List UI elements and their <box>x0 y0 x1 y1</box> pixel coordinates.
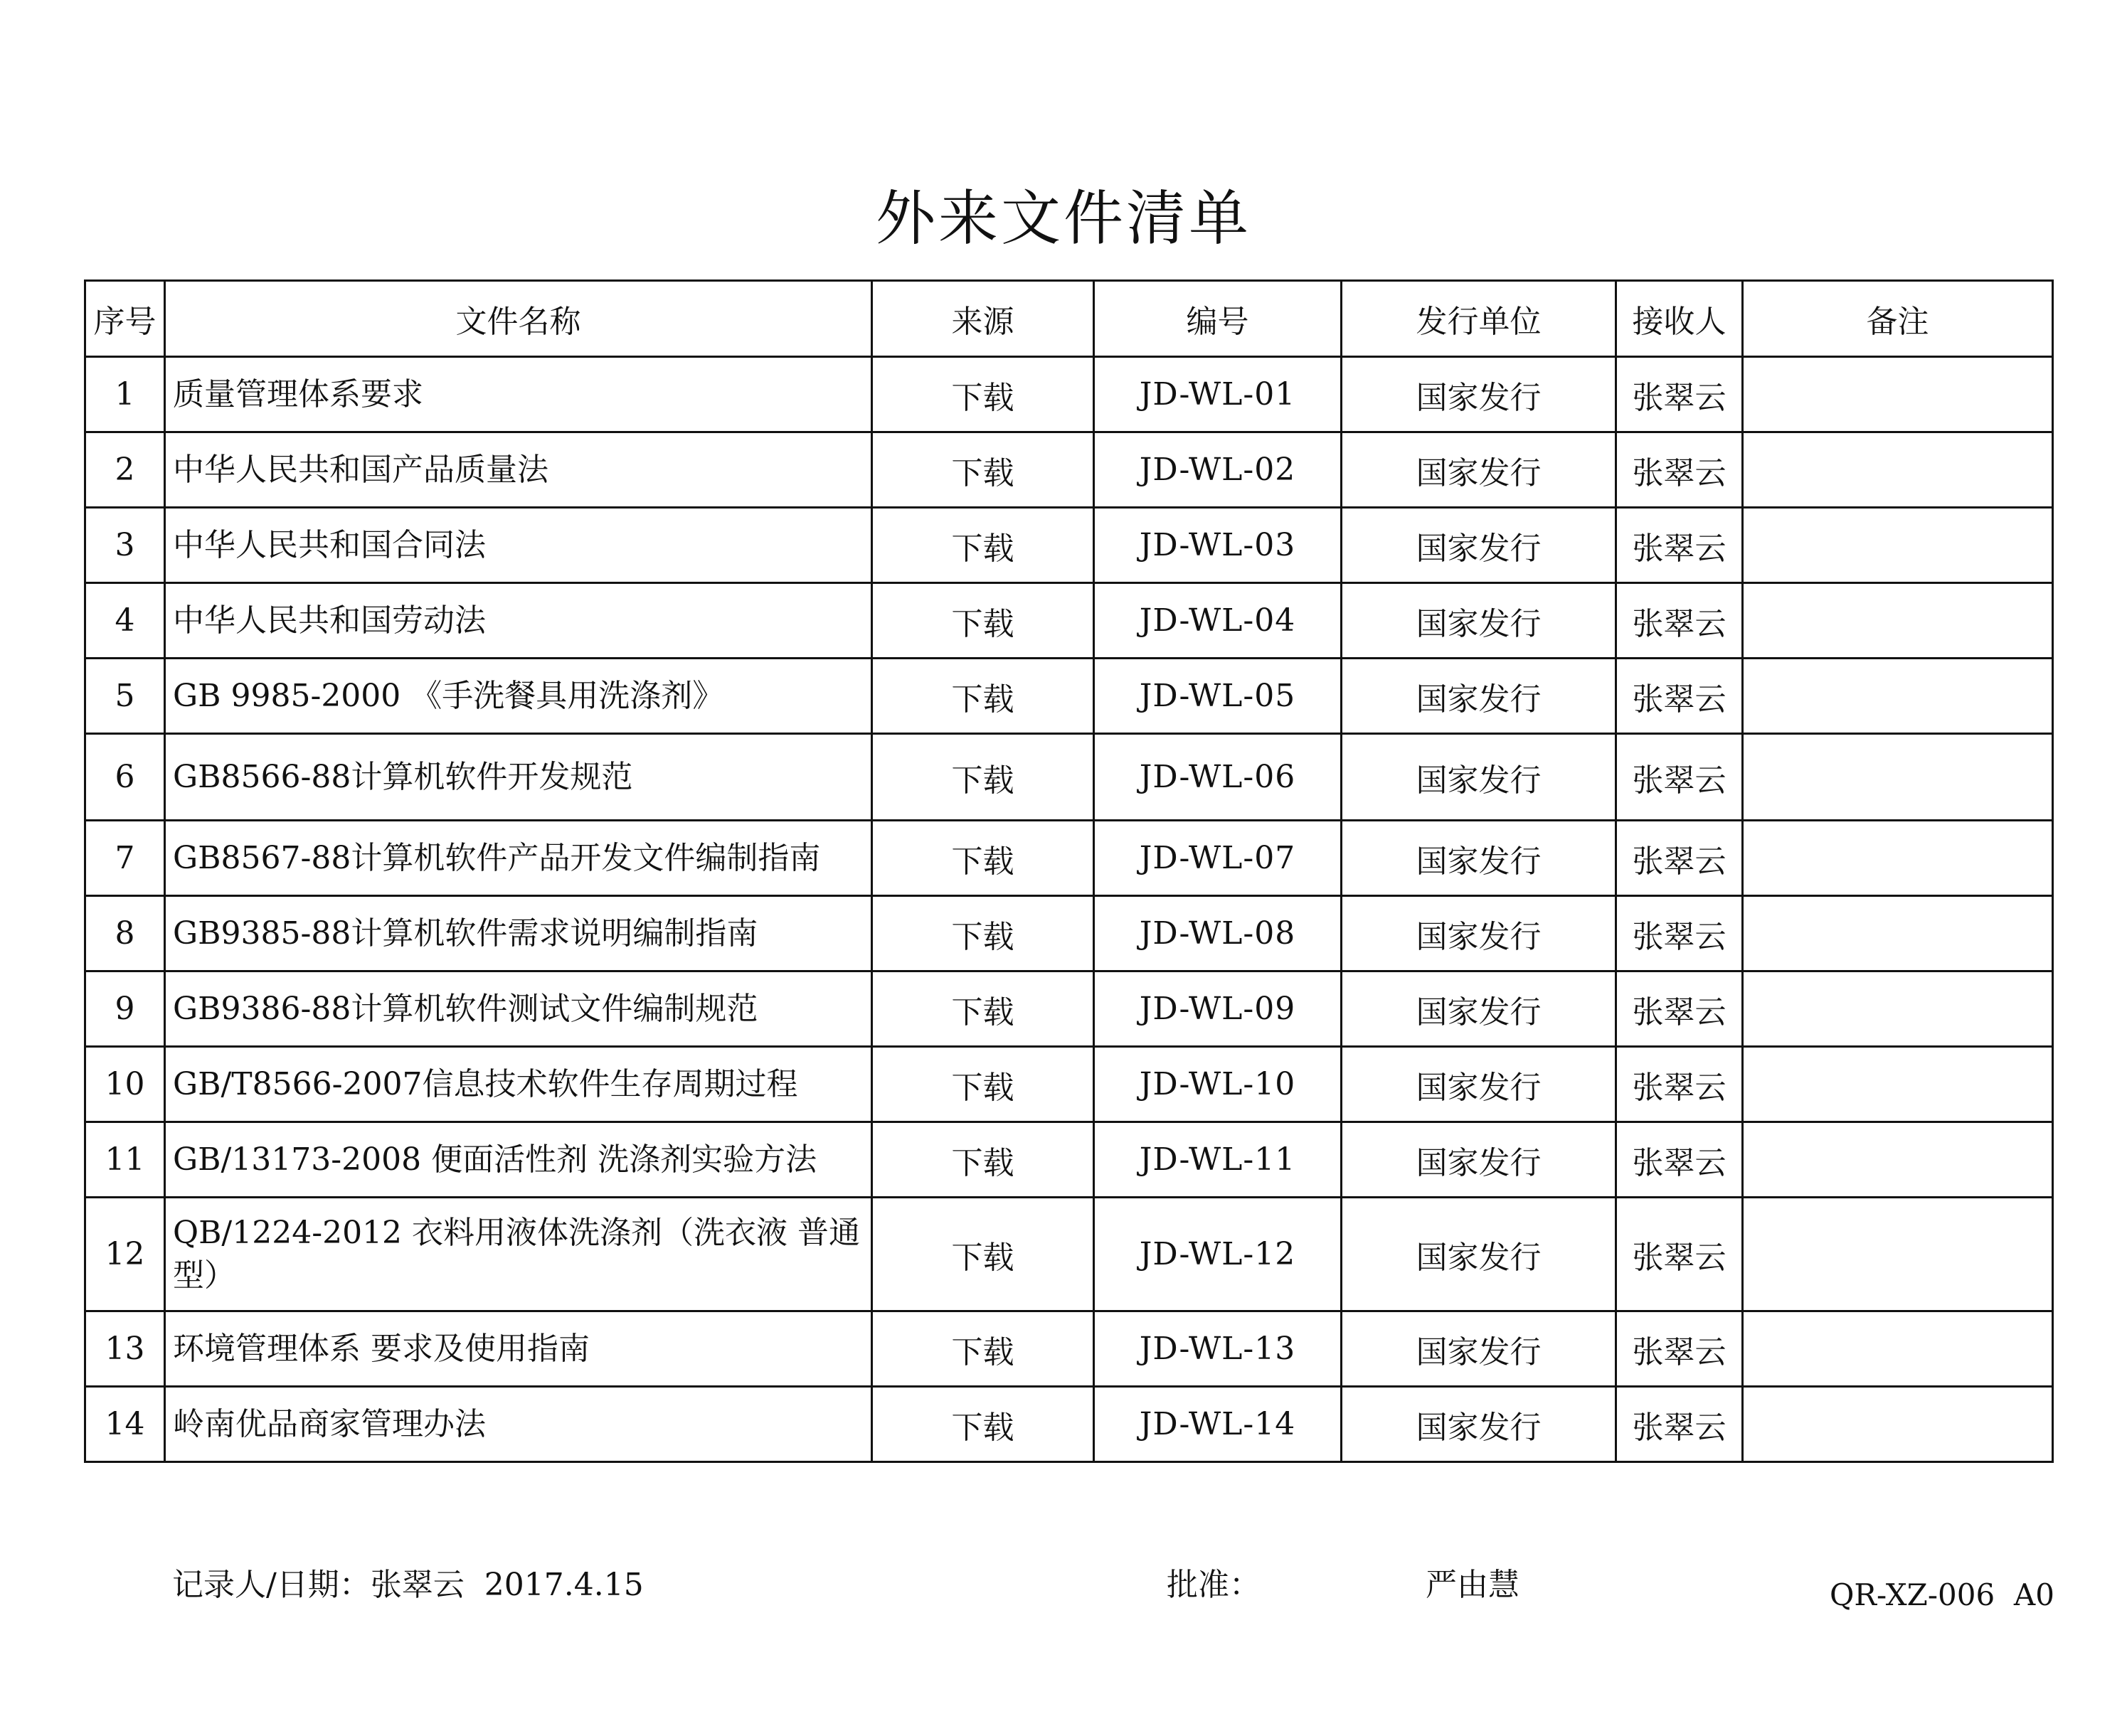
cell-source: 下载 <box>872 1311 1094 1387</box>
table-row <box>85 1198 2053 1311</box>
cell-issuer: 国家发行 <box>1342 1122 1616 1198</box>
table-body <box>85 357 2053 1462</box>
cell-issuer: 国家发行 <box>1342 734 1616 821</box>
table-row <box>85 357 2053 432</box>
cell-name: GB/T8566-2007信息技术软件生存周期过程 <box>165 1047 872 1122</box>
table-row <box>85 1047 2053 1122</box>
cell-receiver: 张翠云 <box>1616 357 1743 432</box>
cell-receiver: 张翠云 <box>1616 896 1743 971</box>
cell-name: 质量管理体系要求 <box>165 357 872 432</box>
cell-note <box>1743 1311 2053 1387</box>
cell-note <box>1743 1387 2053 1462</box>
cell-note <box>1743 357 2053 432</box>
cell-source: 下载 <box>872 1387 1094 1462</box>
cell-code: JD-WL-14 <box>1094 1387 1342 1462</box>
cell-source: 下载 <box>872 357 1094 432</box>
cell-name: 中华人民共和国合同法 <box>165 508 872 583</box>
cell-issuer: 国家发行 <box>1342 1311 1616 1387</box>
cell-source: 下载 <box>872 1198 1094 1311</box>
cell-receiver: 张翠云 <box>1616 1387 1743 1462</box>
cell-code: JD-WL-05 <box>1094 659 1342 734</box>
cell-name: 环境管理体系 要求及使用指南 <box>165 1311 872 1387</box>
table-header-row <box>85 281 2053 357</box>
cell-code: JD-WL-08 <box>1094 896 1342 971</box>
table-row <box>85 734 2053 821</box>
cell-receiver: 张翠云 <box>1616 1047 1743 1122</box>
col-header-issuer: 发行单位 <box>1342 281 1616 357</box>
cell-receiver: 张翠云 <box>1616 659 1743 734</box>
cell-code: JD-WL-01 <box>1094 357 1342 432</box>
cell-code: JD-WL-02 <box>1094 432 1342 508</box>
cell-note <box>1743 821 2053 896</box>
table-row <box>85 971 2053 1047</box>
cell-source: 下载 <box>872 896 1094 971</box>
page-title: 外来文件清单 <box>875 183 1251 253</box>
cell-note <box>1743 971 2053 1047</box>
cell-no: 4 <box>85 583 165 659</box>
table-row <box>85 821 2053 896</box>
cell-receiver: 张翠云 <box>1616 583 1743 659</box>
table-row <box>85 508 2053 583</box>
cell-issuer: 国家发行 <box>1342 1387 1616 1462</box>
cell-no: 6 <box>85 734 165 821</box>
cell-issuer: 国家发行 <box>1342 508 1616 583</box>
cell-receiver: 张翠云 <box>1616 821 1743 896</box>
recorder-date: 记录人/日期：张翠云 2017.4.15 <box>172 1567 644 1603</box>
cell-no: 14 <box>85 1387 165 1462</box>
table-row <box>85 1122 2053 1198</box>
cell-note <box>1743 1047 2053 1122</box>
col-header-no: 序号 <box>85 281 165 357</box>
cell-note <box>1743 734 2053 821</box>
cell-receiver: 张翠云 <box>1616 508 1743 583</box>
document-code: QR-XZ-006 A0 <box>1830 1577 2054 1612</box>
cell-source: 下载 <box>872 659 1094 734</box>
cell-code: JD-WL-13 <box>1094 1311 1342 1387</box>
cell-receiver: 张翠云 <box>1616 1198 1743 1311</box>
cell-note <box>1743 432 2053 508</box>
cell-name: GB/13173-2008 便面活性剂 洗涤剂实验方法 <box>165 1122 872 1198</box>
cell-name: GB9385-88计算机软件需求说明编制指南 <box>165 896 872 971</box>
cell-code: JD-WL-10 <box>1094 1047 1342 1122</box>
cell-source: 下载 <box>872 821 1094 896</box>
cell-no: 13 <box>85 1311 165 1387</box>
cell-no: 1 <box>85 357 165 432</box>
cell-source: 下载 <box>872 583 1094 659</box>
cell-no: 9 <box>85 971 165 1047</box>
cell-issuer: 国家发行 <box>1342 583 1616 659</box>
cell-issuer: 国家发行 <box>1342 1047 1616 1122</box>
cell-source: 下载 <box>872 432 1094 508</box>
cell-note <box>1743 896 2053 971</box>
cell-issuer: 国家发行 <box>1342 432 1616 508</box>
cell-note <box>1743 659 2053 734</box>
cell-source: 下载 <box>872 734 1094 821</box>
cell-no: 8 <box>85 896 165 971</box>
cell-no: 7 <box>85 821 165 896</box>
cell-code: JD-WL-06 <box>1094 734 1342 821</box>
cell-receiver: 张翠云 <box>1616 734 1743 821</box>
approve-label: 批准： <box>1167 1567 1261 1603</box>
cell-no: 2 <box>85 432 165 508</box>
cell-no: 5 <box>85 659 165 734</box>
cell-note <box>1743 1198 2053 1311</box>
cell-name: GB8566-88计算机软件开发规范 <box>165 734 872 821</box>
cell-name: 中华人民共和国劳动法 <box>165 583 872 659</box>
cell-code: JD-WL-12 <box>1094 1198 1342 1311</box>
cell-code: JD-WL-04 <box>1094 583 1342 659</box>
col-header-code: 编号 <box>1094 281 1342 357</box>
cell-no: 3 <box>85 508 165 583</box>
cell-name: QB/1224-2012 衣料用液体洗涤剂（洗衣液 普通型） <box>165 1198 872 1311</box>
cell-issuer: 国家发行 <box>1342 971 1616 1047</box>
table-row <box>85 432 2053 508</box>
cell-name: 岭南优品商家管理办法 <box>165 1387 872 1462</box>
col-header-receiver: 接收人 <box>1616 281 1743 357</box>
cell-note <box>1743 1122 2053 1198</box>
table-row <box>85 896 2053 971</box>
external-documents-table <box>84 279 2054 1463</box>
cell-note <box>1743 583 2053 659</box>
cell-source: 下载 <box>872 1122 1094 1198</box>
cell-receiver: 张翠云 <box>1616 1311 1743 1387</box>
cell-code: JD-WL-11 <box>1094 1122 1342 1198</box>
col-header-note: 备注 <box>1743 281 2053 357</box>
approver-name: 严由慧 <box>1426 1567 1519 1603</box>
cell-source: 下载 <box>872 971 1094 1047</box>
cell-source: 下载 <box>872 1047 1094 1122</box>
cell-code: JD-WL-03 <box>1094 508 1342 583</box>
table-row <box>85 1311 2053 1387</box>
cell-code: JD-WL-09 <box>1094 971 1342 1047</box>
cell-code: JD-WL-07 <box>1094 821 1342 896</box>
cell-name: GB9386-88计算机软件测试文件编制规范 <box>165 971 872 1047</box>
cell-name: GB 9985-2000 《手洗餐具用洗涤剂》 <box>165 659 872 734</box>
cell-receiver: 张翠云 <box>1616 971 1743 1047</box>
cell-no: 10 <box>85 1047 165 1122</box>
cell-receiver: 张翠云 <box>1616 1122 1743 1198</box>
cell-note <box>1743 508 2053 583</box>
col-header-source: 来源 <box>872 281 1094 357</box>
cell-source: 下载 <box>872 508 1094 583</box>
cell-issuer: 国家发行 <box>1342 821 1616 896</box>
cell-name: GB8567-88计算机软件产品开发文件编制指南 <box>165 821 872 896</box>
table-row <box>85 1387 2053 1462</box>
cell-issuer: 国家发行 <box>1342 896 1616 971</box>
cell-issuer: 国家发行 <box>1342 659 1616 734</box>
cell-name: 中华人民共和国产品质量法 <box>165 432 872 508</box>
cell-no: 12 <box>85 1198 165 1311</box>
cell-issuer: 国家发行 <box>1342 357 1616 432</box>
table-row <box>85 659 2053 734</box>
cell-no: 11 <box>85 1122 165 1198</box>
cell-receiver: 张翠云 <box>1616 432 1743 508</box>
cell-issuer: 国家发行 <box>1342 1198 1616 1311</box>
table-row <box>85 583 2053 659</box>
col-header-name: 文件名称 <box>165 281 872 357</box>
